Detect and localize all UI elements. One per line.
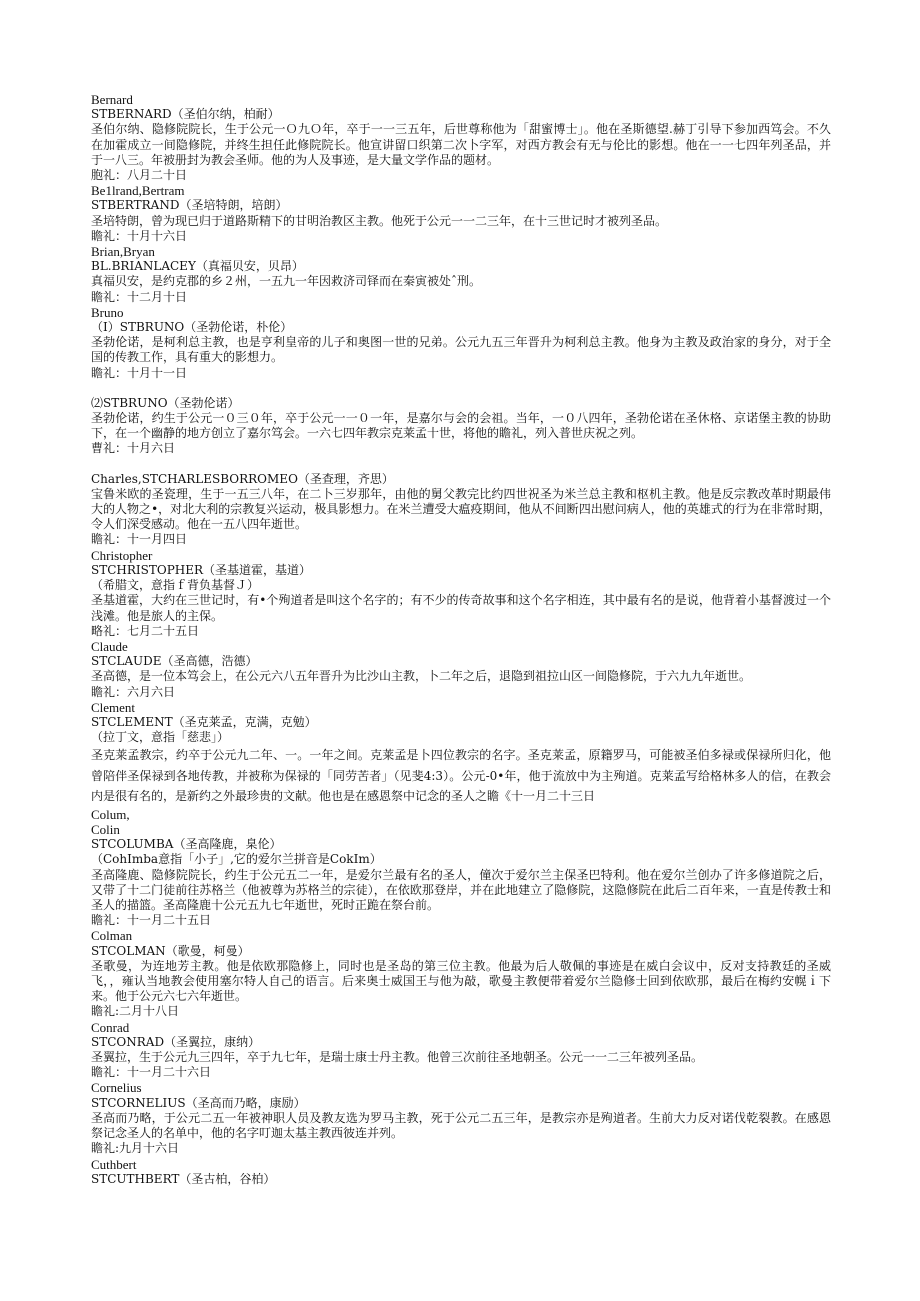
- saint-title: STCOLUMBA（圣高隆鹿，臬伦）: [91, 837, 282, 852]
- saint-title: （I）STBRUNO（圣勃伦诺，朴伦）: [91, 320, 293, 335]
- biography-paragraph: 圣培特朗，曾为现已归于道路斯精下的甘明治教区主教。他死于公元一一二三年，在十三世记时才被列圣品。: [91, 213, 668, 228]
- saint-entry-bruno1: [91, 305, 831, 381]
- biography-paragraph: 圣翼拉，生于公元九三四年，卒于九七年，是瑞士康士丹主教。他曾三次前往圣地朝圣。公元一一二三年被列圣品。: [91, 1050, 704, 1065]
- saint-entry-cornelius: [91, 1080, 831, 1156]
- biography-paragraph: 圣高而乃略，于公元二五一年被神职人员及教友选为罗马主教，死于公元二五三年，是教宗亦是殉道者。生前大力反对诺伐乾裂教。在感恩祭记念圣人的名单中，他的名字叮迦太基主教西彼连并列。: [91, 1110, 831, 1141]
- feast-day: 瞻礼：六月六日: [91, 684, 176, 699]
- feast-day: 瞻礼:九月十六日: [91, 1141, 180, 1156]
- saint-english-name: Claude: [91, 638, 128, 654]
- saint-entry-clement: [91, 700, 831, 807]
- feast-day: 瞻礼：十一月二十五日: [91, 913, 212, 928]
- saint-english-name: Colin: [91, 822, 120, 838]
- biography-paragraph: 圣勃伦诺，约生于公元一０三０年，卒于公元一一０一年，是嘉尔与会的会祖。当年，一０八四年，圣勃伦诺在圣休格、京诺堡主教的协助下，在一个幽静的地方创立了嘉尔笃会。一六七四年教宗克莱孟十世，将他的瞻礼，列入普世庆祝之列。: [91, 411, 831, 441]
- feast-day: 瞻礼：十一月四日: [91, 532, 188, 547]
- saint-title: STBERNARD（圣伯尔纳，柏耐）: [91, 107, 280, 122]
- entry-spacer: [91, 457, 831, 472]
- feast-day: 曹礼：十月六日: [91, 441, 176, 456]
- saint-title: STCORNELIUS（圣高而乃略，康励）: [91, 1095, 306, 1110]
- saint-entry-cuthbert: [91, 1157, 831, 1187]
- saint-english-name: Conrad: [91, 1019, 130, 1035]
- saint-entry-christopher: [91, 548, 831, 639]
- saint-entry-bruno2: [91, 396, 831, 457]
- saint-english-name: Be1lrand,Bertram: [91, 183, 185, 199]
- saint-english-name: Bruno: [91, 304, 124, 320]
- saint-entry-claude: [91, 639, 831, 700]
- biography-paragraph: 圣歌曼，为连地芳主教。他是依欧那隐修上，同时也是圣岛的第三位主教。他最为后人敬佩的事迹是在威白会议中，反对支持教廷的圣威飞，，雍认当地教会使用塞尔特人自己的语言。后来奥士威国王与他为敲，歌曼主教便带着爱尔兰隐修士回到依欧那，最后在梅约安幌ｉ下来。他于公元六七六年逝世。: [91, 958, 831, 1004]
- saint-english-name: Christopher: [91, 547, 153, 563]
- biography-paragraph: 圣克莱孟教宗，约卒于公元九二年、一。一年之间。克莱孟是卜四位教宗的名字。圣克莱孟，原籍罗马，可能被圣伯多禄或保禄所归化，他曾陪伴圣保禄到各地传教，并被称为保禄的「同劳苦者」（见斐4:3）。公元-0•年，他于流放中为主殉道。克莱孟写给格林多人的信，在教会内是很有名的，是新约之外最珍贵的文献。他也是在感恩祭中记念的圣人之瞻《十一月二十三日: [91, 748, 831, 804]
- saint-entry-columba: [91, 807, 831, 929]
- saint-entry-charles: [91, 472, 831, 548]
- etymology-note: （希腊文，意指ｆ背负基督Ｊ）: [91, 578, 260, 593]
- saint-title: STCLEMENT（圣克莱孟，克满，克勉）: [91, 714, 317, 729]
- etymology-note: （拉丁文，意指「慈悲」）: [91, 730, 230, 745]
- saint-title: STBERTRAND（圣培特朗，培朗）: [91, 198, 288, 213]
- biography-paragraph: 圣高隆鹿、隐修院院长，约生于公元五二一年，是爱尔兰最有名的圣人，僮次于爱尔兰主保圣巴特利。他在爱尔兰创办了许多修道院之后，又带了十二门徒前往苏格兰（他被尊为苏格兰的宗徒），在依欧那登岸，并在此地建立了隐修院，这隐修院在此后二百年来，一直是传教士和圣人的描篮。圣高隆鹿十公元五九七年逝世，死时正跪在祭台前。: [91, 867, 831, 913]
- entry-spacer: [91, 381, 831, 396]
- saint-title: ⑵STBRUNO（圣勃伦诺）: [91, 395, 240, 410]
- saint-entry-brian: [91, 244, 831, 305]
- saint-title: STCUTHBERT（圣古柏，谷柏）: [91, 1171, 276, 1186]
- biography-paragraph: 圣勃伦诺，是柯利总主教，也是亨利皇帝的儿子和奥图一世的兄弟。公元九五三年晋升为柯利总主教。他身为主教及政治家的身分，对于全国的传教工作，具有重大的影想力。: [91, 335, 831, 365]
- feast-day: 瞻礼：十一月二十六日: [91, 1065, 212, 1080]
- saint-entry-bernard: [91, 92, 831, 183]
- saint-entry-bertrand: [91, 183, 831, 244]
- saint-title: STCLAUDE（圣高德，浩德）: [91, 654, 258, 669]
- biography-paragraph: 真福贝安，是约克郡的乡２州，一五九一年因救济司铎而在秦寅被处ˆ刑。: [91, 274, 482, 289]
- feast-day: 胞礼：八月二十日: [91, 168, 188, 183]
- feast-day: 瞻礼：十二月十日: [91, 289, 188, 304]
- saint-title: STCHRISTOPHER（圣基道霍，基道）: [91, 562, 312, 577]
- saint-english-name: Bernard: [91, 92, 133, 107]
- document-page: [91, 92, 831, 1187]
- saint-english-name: Colman: [91, 928, 133, 944]
- saint-english-name: Brian,Bryan: [91, 244, 155, 260]
- saint-title: STCOLMAN（歌曼，柯曼）: [91, 943, 250, 958]
- feast-day: 瞻礼:二月十八日: [91, 1004, 180, 1019]
- saint-title: STCONRAD（圣翼拉，康纳）: [91, 1034, 261, 1049]
- saint-english-name: Clement: [91, 699, 136, 715]
- saint-entry-conrad: [91, 1020, 831, 1081]
- saint-entry-colman: [91, 928, 831, 1019]
- feast-day: 瞻礼：十月十一日: [91, 365, 188, 380]
- saint-english-name: Cuthbert: [91, 1156, 137, 1172]
- saint-english-name: Colum,: [91, 806, 130, 822]
- feast-day: 瞻礼：十月十六日: [91, 228, 188, 243]
- biography-paragraph: 圣高德，是一位本笃会上，在公元六八五年晋升为比沙山主教，卜二年之后，退隐到祖拉山区一间隐修院，于六九九年逝世。: [91, 669, 752, 684]
- saint-title: Charles,STCHARLESBORROMEO（圣查理，齐思）: [91, 471, 394, 486]
- saint-english-name: Cornelius: [91, 1080, 142, 1096]
- saint-title: BL.BRIANLACEY（真福贝安，贝昂）: [91, 259, 304, 274]
- feast-day: 略礼：七月二十五日: [91, 623, 200, 638]
- biography-paragraph: 圣伯尔纳、隐修院院长，生于公元一Ｏ九Ｏ年，卒于一一三五年，后世尊称他为「甜蜜博士」。他在圣斯德望.赫丁引导下参加西笃会。不久在加霍成立一间隐修院，并终生担任此修院院长。他宣讲留口织第二次卜字军，对西方教会有无与伦比的影想。他在一一七四年列圣品，并于一八三。年被册封为教会圣师。他的为人及事迹，是大量文学作品的题材。: [91, 122, 831, 167]
- biography-paragraph: 圣基道霍，大约在三世记时，有•个殉道者是叫这个名字的；有不少的传奇故事和这个名字相连，其中最有名的是说，他背着小基督渡过一个浅滩。他是旅人的主保。: [91, 593, 831, 623]
- etymology-note: （CohImba意指「小子」,它的爱尔兰拼音是CokIm）: [91, 852, 382, 867]
- biography-paragraph: 宝鲁米欧的圣瓷理，生于一五三八年，在二卜三岁那年，由他的舅父教完比约四世祝圣为米兰总主教和枢机主教。他是反宗教改革时期最伟大的人物之•，对北大利的宗教复兴运动，极具影想力。在米兰遭受大瘟疫期间，他从不间断四出慰问病人，他的英雄式的行为在非常时期，令人们深受感动。他在一五八四年逝世。: [91, 486, 831, 532]
